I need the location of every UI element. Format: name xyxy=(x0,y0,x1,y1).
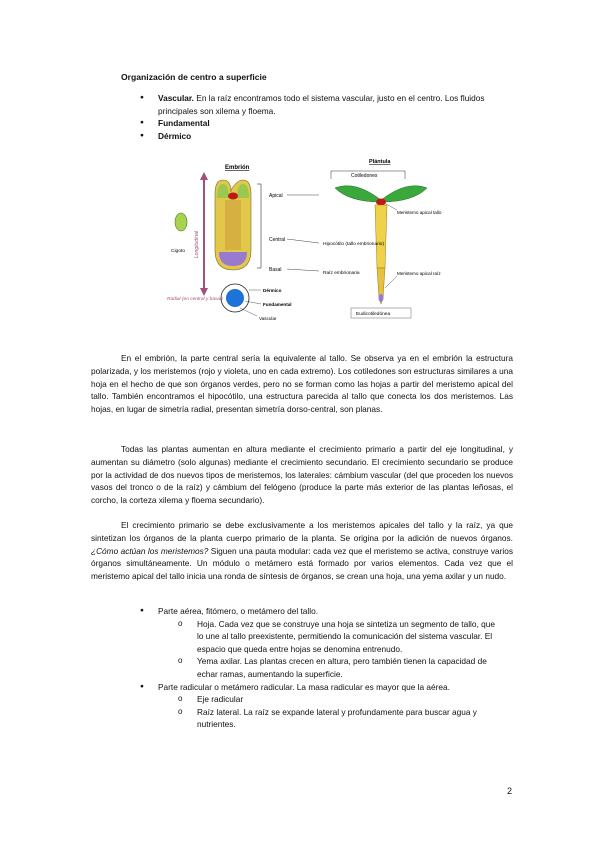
shoot-meristem xyxy=(228,193,238,200)
list-item-label: Fundamental xyxy=(158,118,210,129)
map-arrow xyxy=(287,239,319,243)
list-item: o Raíz lateral. La raíz se expande lateral y profundamente para buscar agua y nutrientes. xyxy=(178,706,500,731)
paragraph-text: Siguen una pauta modular: cada vez que el meristemo se activa, construye varios órganos simultáneamente. Un módulo o metámero está formado por varios elementos. Cada vez que el meristemo apical del tallo inicia una ronda de síntesis de órganos, se crean una hoja, una yema axilar y un nudo. xyxy=(91,545,513,582)
apical-label: Apical xyxy=(269,193,283,199)
list-item: ● Parte aérea, fitómero, o metámero del tallo. xyxy=(140,605,500,618)
list-item: o Eje radicular xyxy=(178,693,500,706)
list-item-label: Vascular. xyxy=(158,93,194,103)
page-number: 2 xyxy=(507,786,513,796)
list-item-text: En la raíz encontramos todo el sistema vascular, justo en el centro. Los fluidos principales son xilema y floema. xyxy=(158,93,485,116)
embryonic-root-label: Raíz embrionaria xyxy=(323,271,360,276)
list-item-label: Dérmico xyxy=(158,130,192,141)
arrow-head-up xyxy=(200,172,208,180)
seedling-shoot-meristem xyxy=(376,199,386,206)
list-item: o Yema axilar. Las plantas crecen en altura, pero también tienen la capacidad de echar ramas, aumentando la superficie. xyxy=(178,655,500,680)
cross-section-vascular xyxy=(226,289,244,307)
embryo-central xyxy=(225,200,241,250)
hypocotyl xyxy=(375,205,387,268)
leaf-right xyxy=(381,186,427,202)
list-item xyxy=(140,92,500,117)
paragraph-text: En el embrión, la parte central sería la equivalente al tallo. Se observa ya en el embrión la estructura polarizada, y los meristemos (rojo y violeta, uno en cada extremo). Los cotiledones son estructuras similares a una hoja en el hecho de que son órganos verdes, pero no se forman como las hojas a partir del meristemo apical del tallo. También encontramos el hipocótilo, una estructura parecida al tallo que conecta los dos meristemos. Las hojas, en lugar de simetría radial, presentan simetría dorso-central, son planas. xyxy=(91,353,513,415)
root-meristem-label: Meristemo apical raíz xyxy=(397,271,441,276)
longitudinal-label: Longitudinal xyxy=(194,231,200,258)
arrow-head-down xyxy=(200,288,208,296)
central-label: Central xyxy=(269,237,286,243)
eudicot-label: Eudicotiledónea xyxy=(356,312,391,317)
map-arrow xyxy=(287,269,319,271)
pointer-line xyxy=(386,204,397,210)
label-line: Meristemo apical tallo xyxy=(397,210,442,215)
cotyledons-label: Cotiledones xyxy=(351,173,378,179)
leaf-left xyxy=(335,186,381,202)
zygote-shape xyxy=(175,213,187,231)
shoot-meristem-label xyxy=(397,210,442,215)
list-item xyxy=(140,117,500,130)
dermal-label: Dérmico xyxy=(263,288,282,293)
list-item: ● Parte radicular o metámero radicular. La masa radicular es mayor que la aérea. xyxy=(140,681,500,694)
ground-label: Fundamental xyxy=(263,302,292,307)
paragraph-text: El crecimiento primario se debe exclusivamente a los meristemos apicales del tallo y la raíz, ya que sintetizan los órganos de la planta cuerpo primario de la planta. Se origina por la adición de nuevos órganos. xyxy=(91,520,513,543)
paragraph-text: Todas las plantas aumentan en altura mediante el crecimiento primario a partir del eje longitudinal, y aumentan su diámetro (solo algunas) mediante el crecimiento secundario. El crecimiento secundario se produce por la actividad de dos nuevos tipos de meristemos, los laterales: cámbium vascular (del que proceden los nuevos vasos del tronco o de la raíz) y cámbium del felógeno (produce la parte más exterior de las plantas leñosas, el corcho, la corteza xilema y floema secundario). xyxy=(91,444,513,506)
metamer-list xyxy=(140,605,500,731)
paragraph xyxy=(91,519,513,583)
paragraph xyxy=(91,352,513,416)
paragraph-italic: ¿Cómo actúan los meristemos? xyxy=(91,545,209,556)
pointer-line xyxy=(240,308,257,316)
basal-label: Basal xyxy=(269,267,282,273)
section-heading: Organización de centro a superficie xyxy=(121,72,267,82)
seedling-title: Plántula xyxy=(369,159,391,165)
pointer-line xyxy=(385,276,397,288)
radial-label: Radial (en central y basal) xyxy=(167,297,223,302)
embryo-title: Embrión xyxy=(225,165,250,171)
list-item xyxy=(140,130,500,143)
vascular-label: Vascular xyxy=(259,316,277,321)
list-item: o Hoja. Cada vez que se construye una hoja se sintetiza un segmento de tallo, que lo une al tallo preexistente, permitiendo la comunicación del sistema vascular. El espacio que queda entre hojas se denomina entrenudo. xyxy=(178,618,500,656)
paragraph xyxy=(91,443,513,507)
tissue-list xyxy=(140,92,500,142)
seedling-root-meristem xyxy=(379,294,384,302)
zygote-label: Cigoto xyxy=(171,249,185,254)
hypocotyl-label: Hipocótilo (tallo embrionario) xyxy=(323,242,385,247)
embryo-seedling-figure xyxy=(165,158,443,326)
